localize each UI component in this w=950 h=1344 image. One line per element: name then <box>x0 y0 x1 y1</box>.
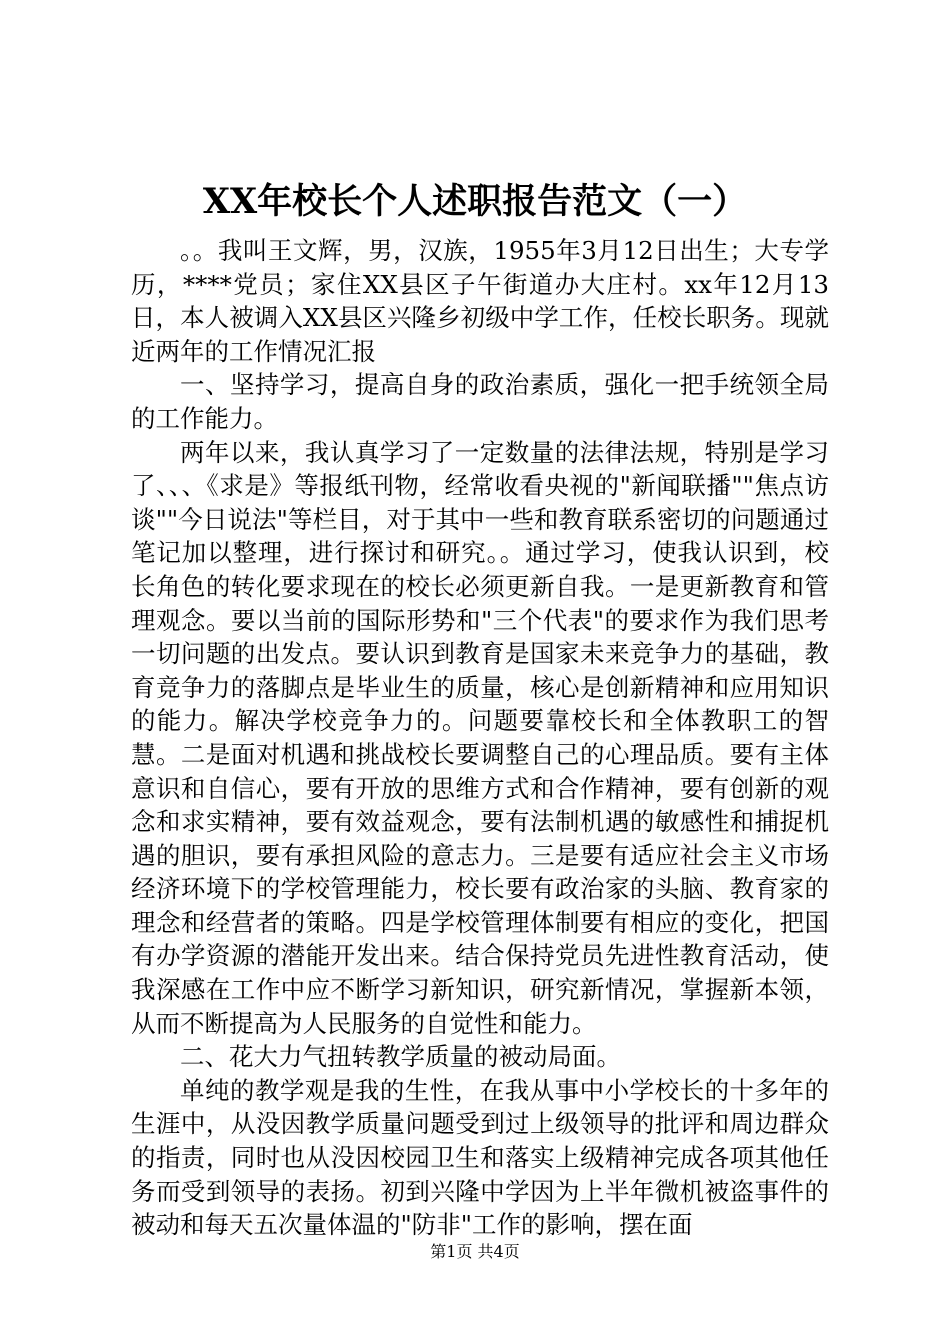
paragraph-teaching: 单纯的教学观是我的生性，在我从事中小学校长的十多年的生涯中，从没因教学质量问题受到过上级领导的批评和周边群众的指责，同时也从没因校园卫生和落实上级精神完成各项其他任务而受到领导的表扬。初到兴隆中学因为上半年微机被盗事件的被动和每天五次量体温的"防非"工作的影响，摆在面 <box>131 1075 829 1240</box>
paragraph-heading-two: 二、花大力气扭转教学质量的被动局面。 <box>180 1042 621 1072</box>
paragraph-intro: 。。我叫王文辉，男，汉族，1955年3月12日出生；大专学历，****党员；家住XX县区子午街道办大庄村。xx年12月13日，本人被调入XX县区兴隆乡初级中学工作，任校长职务。现就近两年的工作情况汇报 <box>131 236 829 366</box>
document-title: XX年校长个人述职报告范文（一） <box>202 181 748 222</box>
paragraph-study: 两年以来，我认真学习了一定数量的法律法规，特别是学习了、、、《求是》等报纸刊物，经常收看央视的"新闻联播""焦点访谈""今日说法"等栏目，对于其中一些和教育联系密切的问题通过笔记加以整理，进行探讨和研究。。通过学习，使我认识到，校长角色的转化要求现在的校长必须更新自我。一是更新教育和管理观念。要以当前的国际形势和"三个代表"的要求作为我们思考一切问题的出发点。要认识到教育是国家未来竞争力的基础，教育竞争力的落脚点是毕业生的质量，核心是创新精神和应用知识的能力。解决学校竞争力的。问题要靠校长和全体教职工的智慧。二是面对机遇和挑战校长要调整自己的心理品质。要有主体意识和自信心，要有开放的思维方式和合作精神，要有创新的观念和求实精神，要有效益观念，要有法制机遇的敏感性和捕捉机遇的胆识，要有承担风险的意志力。三是要有适应社会主义市场经济环境下的学校管理能力，校长要有政治家的头脑、教育家的理念和经营者的策略。四是学校管理体制要有相应的变化，把国有办学资源的潜能开发出来。结合保持党员先进性教育活动，使我深感在工作中应不断学习新知识，研究新情况，掌握新本领，从而不断提高为人民服务的自觉性和能力。 <box>131 437 829 1038</box>
page-number-footer: 第1页 共4页 <box>430 1242 520 1261</box>
paragraph-heading-one: 一、坚持学习，提高自身的政治素质，强化一把手统领全局的工作能力。 <box>131 370 829 433</box>
document-body <box>131 234 829 1242</box>
